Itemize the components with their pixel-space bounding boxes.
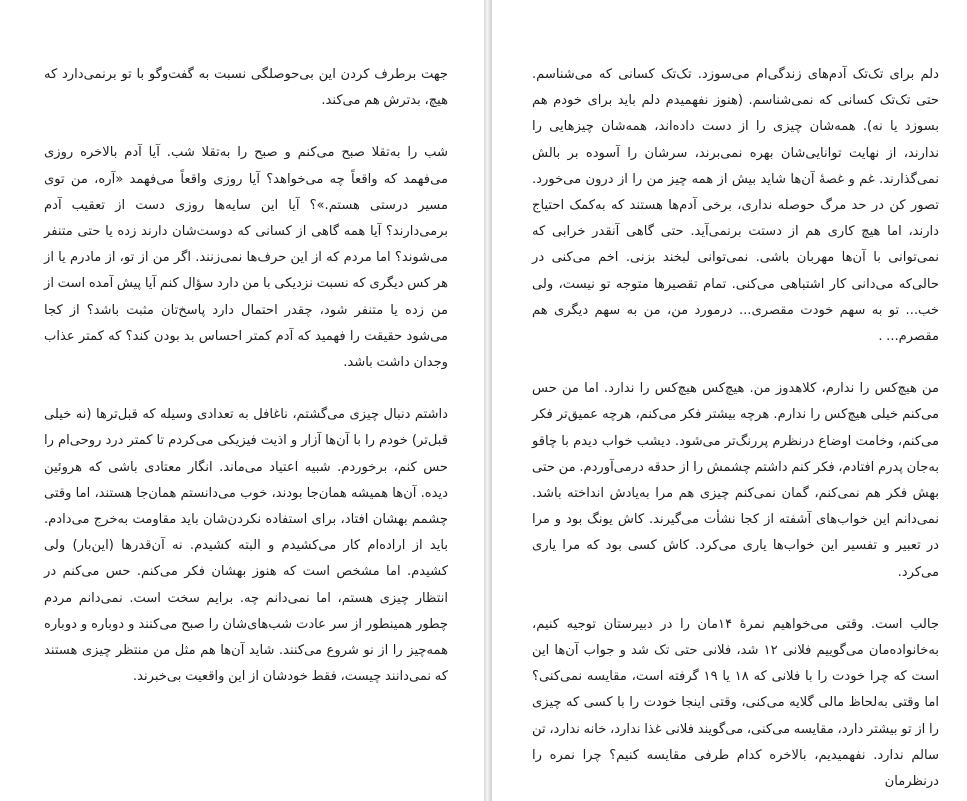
paragraph: شب را به‌تقلا صبح می‌کنم و صبح را به‌تقلا شب. آیا آدم بالاخره روزی می‌فهمد که واقعاً چه می‌خواهد؟ آیا روزی واقعاً می‌فهمد «آره، من توی مسیر درستی هستم.»؟ آیا این سایه‌ها روزی دست از تعقیب آدم برمی‌دارند؟ آیا همه گاهی از کسانی که دوست‌شان دارند زده یا حتی متنفر می‌شوند؟ اما مردم که از این حرف‌ها نمی‌زنند. اگر من از تو، از مادرم یا از هر کس دیگری که نسبت نزدیکی با من دارد سؤال کنم آیا پیش آمده است از من زده یا متنفر شود، چقدر احتمال دارد پاسخ‌تان مثبت باشد؟ از کجا می‌شود حقیقت را فهمید که آدم کمتر احساس بد بودن کند؟ که کمتر عذاب وجدان داشت باشد. [44, 145, 448, 371]
paragraph: جالب است. وقتی می‌خواهیم نمرهٔ ۱۴‌مان را در دبیرستان توجیه کنیم، به‌خانواده‌مان می‌گوییم فلانی ۱۲ شد، فلانی حتی تک شد و جواب آن‌ها این است که چرا خودت را با فلانی که ۱۸ یا ۱۹ گرفته است، مقایسه نمی‌کنی؟ اما وقتی به‌لحاظ مالی گلایه می‌کنی، وقتی اینجا خودت را با کسی که چیزی را از تو بیشتر دارد، مقایسه می‌کنی، می‌گویند فلانی غذا ندارد، خانه ندارد، تن سالم ندارد. نفهمیدیم، بالاخره کدام طرفی مقایسه کنیم؟ چرا نمره را درنظرمان [532, 616, 939, 790]
paragraph: جهت برطرف کردن این بی‌حوصلگی نسبت به گفت‌وگو با تو برنمی‌دارد که هیچ، بدترش هم می‌کند. [44, 67, 448, 109]
paragraph: دلم برای تک‌تک آدم‌های زندگی‌ام می‌سوزد. تک‌تک کسانی که می‌شناسم. حتی تک‌تک کسانی که نمی‌شناسم. (هنوز نفهمیدم دلم باید برای خودم هم بسوزد یا نه). همه‌شان چیزی را از دست داده‌اند، همه‌شان چیزهایی را ندارند، از نهایت توانایی‌شان بهره نمی‌برند، سرشان را آسوده بر بالش نمی‌گذارند. غم و غصهٔ آن‌ها شاید بیش از همه چیز من را از درون می‌خورد. تصور کن در حد مرگ حوصله نداری، برخی آدم‌ها هستند که به‌کمک احتیاج دارند، اما هیچ کاری هم از دستت برنمی‌آید. حتی گاهی آنقدر خرابی که نمی‌توانی با آن‌ها مهربان باشی. نمی‌توانی لبخند بزنی. اخم می‌کنی در حالی‌که می‌دانی کار اشتباهی می‌کنی. تمام تقصیرها متوجه تو نیست، ولی خب... تو به سهم خودت مقصری... درمورد من، من به سهم دیگری هم مقصرم... . [532, 67, 939, 345]
paragraph: داشتم دنبال چیزی می‌گشتم، ناغافل به تعدادی وسیله که قبل‌ترها (نه خیلی قبل‌تر) خودم را با آن‌ها آزار و اذیت فیزیکی می‌کردم تا کمتر درد روحی‌ام را حس کنم، برخوردم. شبیه اعتیاد می‌ماند. انگار معتادی باشی که هروئین دیده. آن‌ها همیشه همان‌جا بودند، خوب می‌دانستم همان‌جا هستند، اما وقتی چشمم بهشان افتاد، برای استفاده نکردن‌شان باید مقاومت به‌خرج می‌دادم. باید از اراده‌ام کار می‌کشیدم و البته کشیدم. نه آن‌قدرها (این‌بار) ولی کشیدم. اما مشخص است که هنوز بهشان فکر می‌کنم. حس می‌کنم در انتظار چیزی هستم، اما نمی‌دانم چه. برایم سخت است. نمی‌دانم مردم چطور همینطور از سر عادت شب‌های‌شان را صبح می‌کنند و دوباره و دوباره همه‌چیز را از نو شروع می‌کنند. شاید آن‌ها هم مثل من منتظر چیزی هستند که نمی‌دانند چیست، فقط خودشان از این واقعیت بی‌خبرند. [44, 407, 448, 685]
page-right [492, 0, 967, 801]
page-gutter [484, 0, 492, 801]
paragraph: من هیچ‌کس را ندارم، کلاهدوز من. هیچ‌کس هیچ‌کس را ندارد. اما من حس می‌کنم خیلی هیچ‌کس را ندارم. هرچه بیشتر فکر می‌کنم، هرچه عمیق‌تر فکر می‌کنم، وخامت اوضاع درنظرم پررنگ‌تر می‌شود. دیشب خواب دیدم با چاقو به‌جان پدرم افتادم، فکر کنم داشتم چشمش را از حدقه درمی‌آوردم. من حتی بهش فکر هم نمی‌کنم، گمان نمی‌کنم چیزی هم مرا به‌یادش انداخته باشد. نمی‌دانم این خواب‌های آشفته از کجا نشأت می‌گیرند. کاش یونگ بود و مرا در تعبیر و تفسیر این خواب‌ها یاری می‌کرد. کاش کسی بود که مرا یاری می‌کرد. [532, 381, 939, 580]
